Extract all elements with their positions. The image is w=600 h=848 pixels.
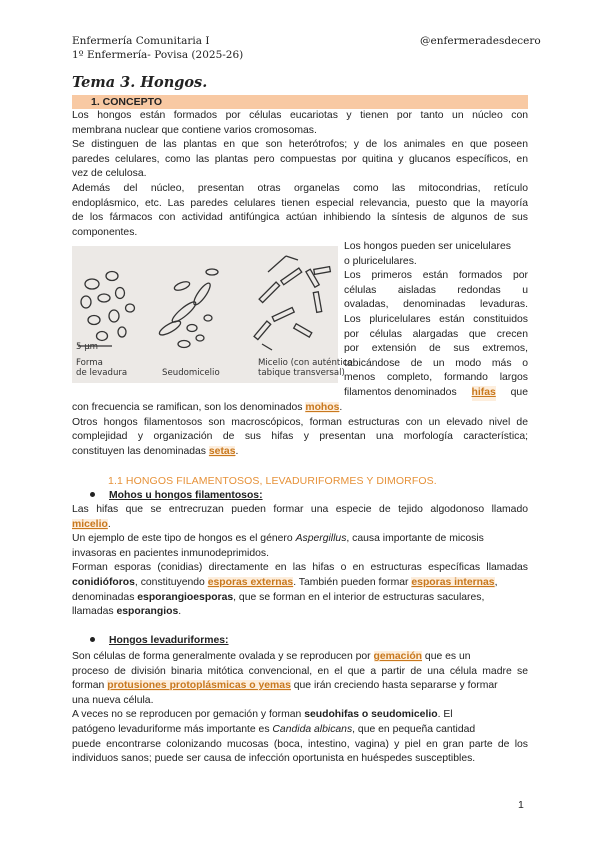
text-line [72, 532, 528, 547]
text-line: Además del núcleo, presentan otras organelas como las mitocondrias, retículo [72, 183, 528, 194]
text-line: Los pluricelulares están constituidos [344, 313, 528, 325]
text-line [72, 401, 528, 416]
text-line: por extensión de sus extremos, [344, 343, 528, 355]
bullet-label: Hongos levaduriformes: [109, 635, 229, 646]
text-span: Un ejemplo de este tipo de hongos es el género [72, 533, 296, 545]
text-line [72, 576, 528, 591]
text-line: paredes celulares, como las plantas pero compuestas por quitina y glucanos específicos, en [72, 153, 528, 165]
figure-label-mycelium [258, 358, 353, 378]
term-esporas-internas: esporas internas [411, 576, 495, 588]
bullet-levaduriformes [90, 634, 229, 649]
side-paragraph [344, 240, 528, 401]
term-candida: Candida albicans [272, 723, 353, 735]
term-setas: setas [208, 445, 236, 457]
term-conidioforos: conidióforos [72, 576, 135, 588]
text-span: . [107, 518, 111, 530]
paragraph-1 [72, 109, 528, 138]
text-span: , [494, 576, 498, 588]
text-span: . También pueden formar [293, 576, 412, 588]
text-line: Se distinguen de las plantas en que son heterótrofos; y de los animales en que poseen [72, 139, 528, 150]
term-aspergillus: Aspergillus [295, 533, 347, 545]
paragraph-levaduriformes [72, 650, 528, 767]
text-span [72, 532, 484, 547]
text-span: que es un [422, 651, 471, 662]
figure-label-yeast [76, 358, 127, 378]
text-span: denominadas [72, 591, 138, 603]
term-mohos: mohos [305, 402, 340, 413]
page-title: Tema 3. Hongos. [72, 74, 208, 91]
text-line [72, 650, 528, 665]
text-span: , que se forman en el interior de estructuras saculares, [233, 591, 485, 603]
term-esporangioesporas: esporangioesporas [137, 591, 234, 603]
term-gemacion: gemación [373, 651, 423, 662]
text-span: constituyen las denominadas [72, 445, 209, 457]
header-handle: @enfermeradesdecero [420, 35, 541, 47]
text-span: , que en pequeña cantidad [352, 723, 476, 735]
text-line: individuos sanos; puede ser causa de infección oportunista en huéspedes susceptibles. [72, 753, 476, 765]
subsection-heading: 1.1 HONGOS FILAMENTOSOS, LEVADURIFORMES Y DIMORFOS. [108, 475, 437, 487]
text-line: puede encontrarse colonizando mucosas (boca, intestino, vagina) y piel en gran parte de los [72, 738, 528, 750]
section-heading-concepto: 1. CONCEPTO [72, 95, 528, 109]
bullet-icon [90, 492, 95, 497]
text-line: tabicándose de un modo más o [344, 357, 528, 369]
bullet-mohos [90, 489, 263, 504]
text-line: complejidad y organización de sus hifas y presentan una morfología característica; [72, 431, 528, 443]
text-line: vez de celulosa. [72, 168, 147, 180]
text-span: . [339, 402, 343, 413]
side-text: filamentos denominados [344, 386, 457, 398]
text-span: llamadas [72, 606, 117, 618]
text-line: Los hongos pueden ser unicelulares [344, 241, 511, 252]
term-hifas: hifas [472, 386, 496, 401]
bullet-icon [90, 637, 95, 642]
paragraph-3 [72, 182, 528, 240]
text-line: o pluricelulares. [344, 255, 417, 267]
text-span: patógeno levaduriforme más importante es [72, 723, 273, 735]
header-year: 1º Enfermería- Povisa (2025-26) [72, 49, 244, 61]
term-seudohifas: seudohifas o seudomicelio [304, 709, 438, 721]
text-line: menos completo, formando largos [344, 372, 528, 384]
text-line: de los fármacos con actividad antifúngica actúan inhibiendo la síntesis de algunos de sus [72, 212, 528, 224]
text-span: . [178, 606, 182, 618]
text-span: que irán creciendo hasta separarse y formar [290, 680, 498, 692]
fungi-forms-figure [72, 246, 353, 383]
text-line [72, 445, 528, 460]
text-line [72, 723, 528, 738]
figure-scale-label: 5 μm [76, 342, 99, 352]
text-line: Forman esporas (conidias) directamente en las hifas o en estructuras específicas llamadas [72, 562, 528, 574]
paragraph-after-figure [72, 401, 528, 459]
text-line [72, 679, 528, 694]
text-line: células aisladas redondas u [344, 284, 528, 296]
text-line: por células alargadas que crecen [344, 328, 528, 340]
text-line [72, 518, 528, 533]
text-span: . [235, 445, 239, 457]
text-span: con frecuencia se ramifican, son los denominados [72, 402, 306, 413]
text-line: membrana nuclear que contiene varios cromosomas. [72, 124, 317, 136]
side-text: que [510, 386, 528, 398]
text-line: Los hongos están formados por células eucariotas y tienen por tanto un núcleo con [72, 110, 528, 121]
text-line: Los primeros están formados por [344, 270, 528, 282]
figure-label-pseudomycelium: Seudomicelio [162, 368, 220, 378]
paragraph-mohos [72, 503, 528, 620]
term-micelio: micelio [72, 518, 108, 530]
text-line [344, 386, 528, 401]
paragraph-2 [72, 138, 528, 182]
text-line: Otros hongos filamentosos son macroscópicos, forman estructuras con un elevado nivel de [72, 416, 528, 428]
text-line [72, 591, 528, 606]
text-line: proceso de división binaria mitótica convencional, en el que a partir de una célula madre se [72, 665, 528, 677]
text-line: invasoras en pacientes inmunodeprimidos. [72, 547, 269, 559]
term-esporas-externas: esporas externas [207, 576, 294, 588]
text-line: Las hifas que se entrecruzan pueden formar una especie de tejido algodonoso llamado [72, 504, 528, 515]
term-protusiones: protusiones protoplásmicas o yemas [107, 680, 291, 692]
text-line: componentes. [72, 226, 138, 238]
page-number: 1 [518, 799, 524, 811]
header-course: Enfermería Comunitaria I [72, 35, 210, 47]
text-span: forman [72, 680, 108, 692]
text-span: . El [437, 709, 453, 721]
text-span: A veces no se reproducen por gemación y forman [72, 709, 305, 721]
figure-label-line: tabique transversal) [258, 368, 345, 378]
figure-label-line: Micelio (con auténtico [258, 358, 353, 368]
bullet-label: Mohos u hongos filamentosos: [109, 490, 263, 501]
text-span: , causa importante de micosis [346, 533, 484, 545]
text-line: endoplásmico, etc. Las paredes celulares tienen especial relevancia, puesto que la mayoría [72, 197, 528, 209]
text-line: ovaladas, denominadas levaduras. [344, 299, 528, 311]
text-line [72, 708, 528, 723]
text-span: , constituyendo [134, 576, 208, 588]
figure-label-line: Forma [76, 358, 103, 368]
text-span: Son células de forma generalmente ovalada y se reproducen por [72, 651, 374, 662]
figure-label-line: de levadura [76, 368, 128, 378]
term-esporangios: esporangios [116, 606, 179, 618]
text-line: una nueva célula. [72, 694, 154, 706]
text-line [72, 605, 528, 620]
